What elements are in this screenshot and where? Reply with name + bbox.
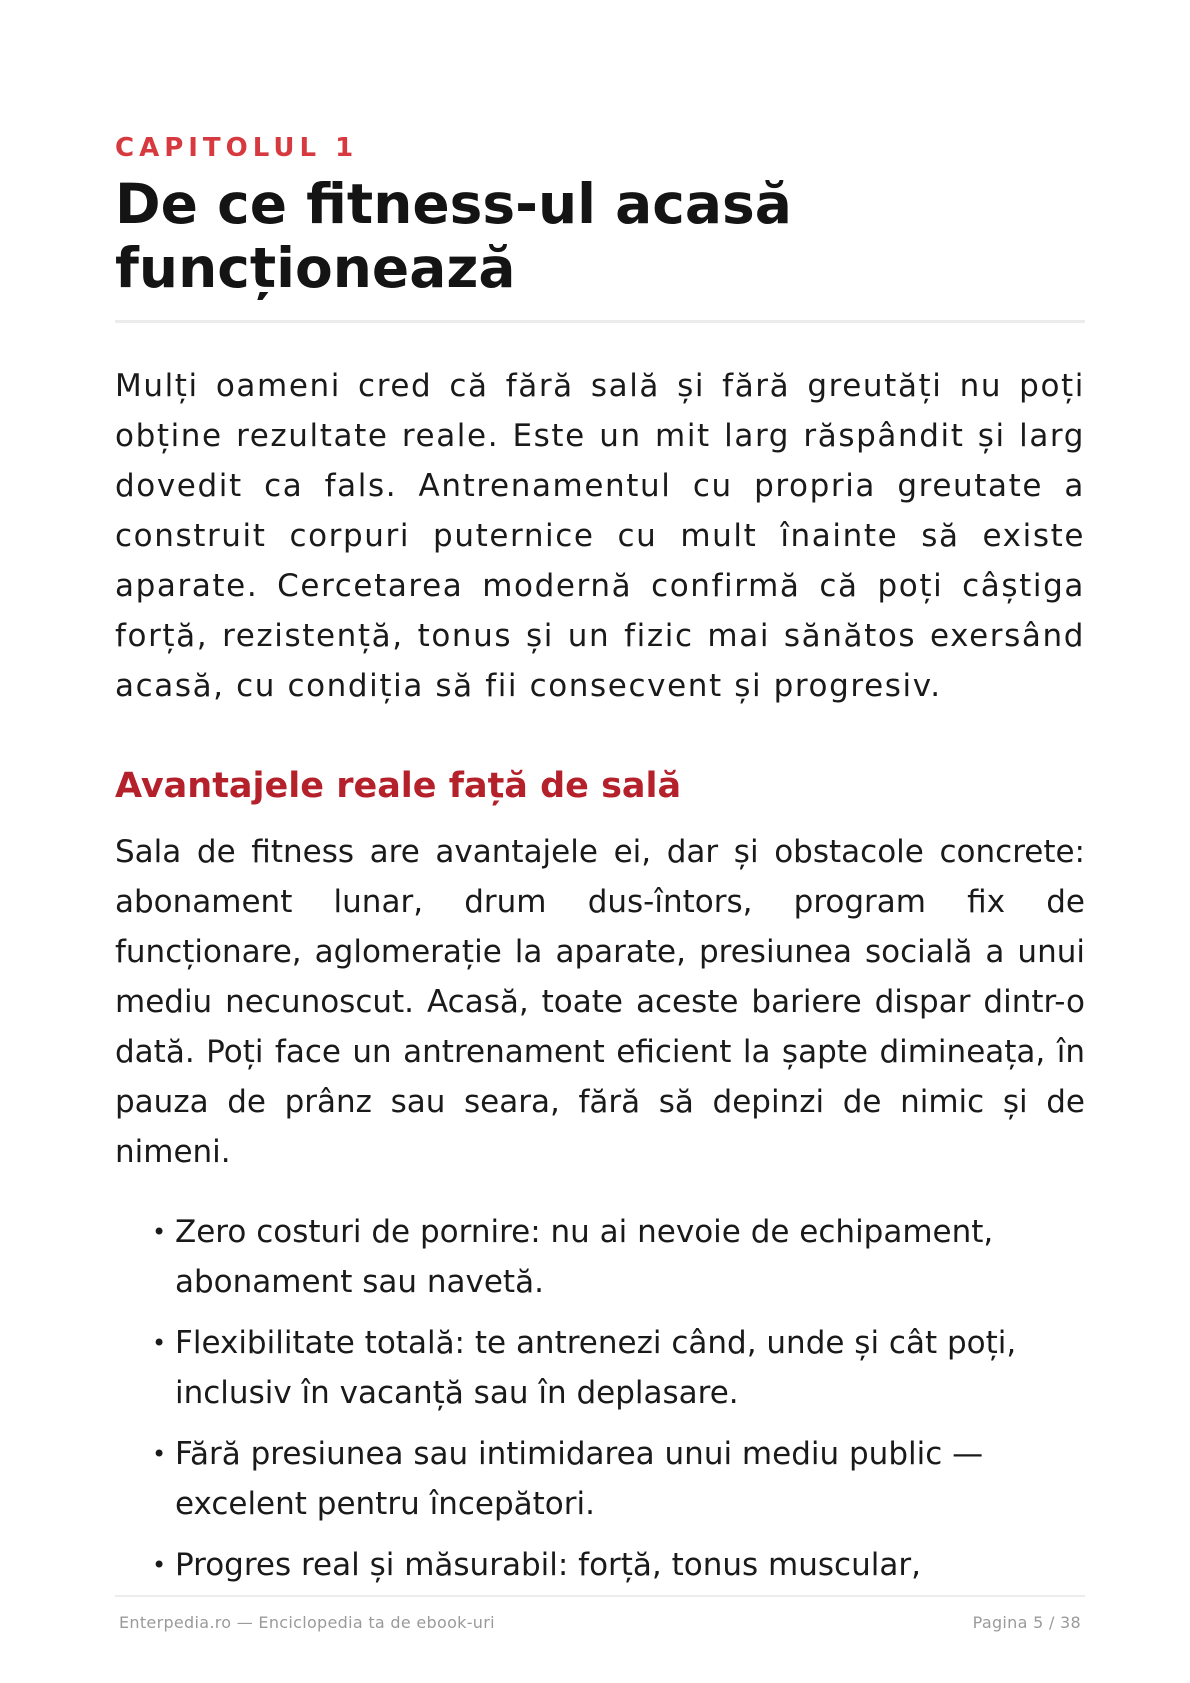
footer-divider — [115, 1595, 1085, 1597]
list-item — [150, 1207, 1085, 1307]
page-content — [115, 128, 1085, 1601]
list-item-text: Flexibilitate totală: te antrenezi când, unde și cât poți, inclusiv în vacanță sau în deplasare. — [175, 1325, 1017, 1411]
bullet-icon: • — [152, 1218, 167, 1246]
page-number: Pagina 5 / 38 — [972, 1613, 1081, 1632]
list-item — [150, 1318, 1085, 1418]
bullet-icon: • — [152, 1551, 167, 1579]
footer-site: Enterpedia.ro — Enciclopedia ta de ebook-uri — [119, 1613, 495, 1632]
bullet-icon: • — [152, 1440, 167, 1468]
bullet-icon: • — [152, 1329, 167, 1357]
list-item-text: Progres real și măsurabil: forță, tonus muscular, — [175, 1547, 921, 1583]
intro-paragraph: Mulți oameni cred că fără sală și fără greutăți nu poți obține rezultate reale. Este un mit larg răspândit și larg dovedit ca fals. Antrenamentul cu propria greutate a construit corpuri puternice cu mult înainte să existe aparate. Cercetarea modernă confirmă că poți câștiga forță, rezistență, tonus și un fizic mai sănătos exersând acasă, cu condiția să fii consecvent și progresiv. — [115, 368, 1085, 704]
list-item — [150, 1540, 1085, 1590]
bullet-list — [115, 1207, 1085, 1590]
page-footer — [119, 1612, 1081, 1634]
chapter-label: CAPITOLUL 1 — [115, 133, 359, 163]
section-heading: Avantajele reale față de sală — [115, 766, 682, 806]
title-divider — [115, 320, 1085, 323]
chapter-title: De ce fitness-ul acasă funcționează — [115, 172, 792, 300]
list-item-text: Fără presiunea sau intimidarea unui mediu public — excelent pentru începători. — [175, 1436, 984, 1522]
section-paragraph: Sala de fitness are avantajele ei, dar și obstacole concrete: abonament lunar, drum dus-întors, program fix de funcționare, aglomerație la aparate, presiunea socială a unui mediu necunoscut. Acasă, toate aceste bariere dispar dintr-o dată. Poți face un antrenament eficient la șapte dimineața, în pauza de prânz sau seara, fără să depinzi de nimic și de nimeni. — [115, 834, 1085, 1170]
list-item — [150, 1429, 1085, 1529]
list-item-text: Zero costuri de pornire: nu ai nevoie de echipament, abonament sau navetă. — [175, 1214, 994, 1300]
